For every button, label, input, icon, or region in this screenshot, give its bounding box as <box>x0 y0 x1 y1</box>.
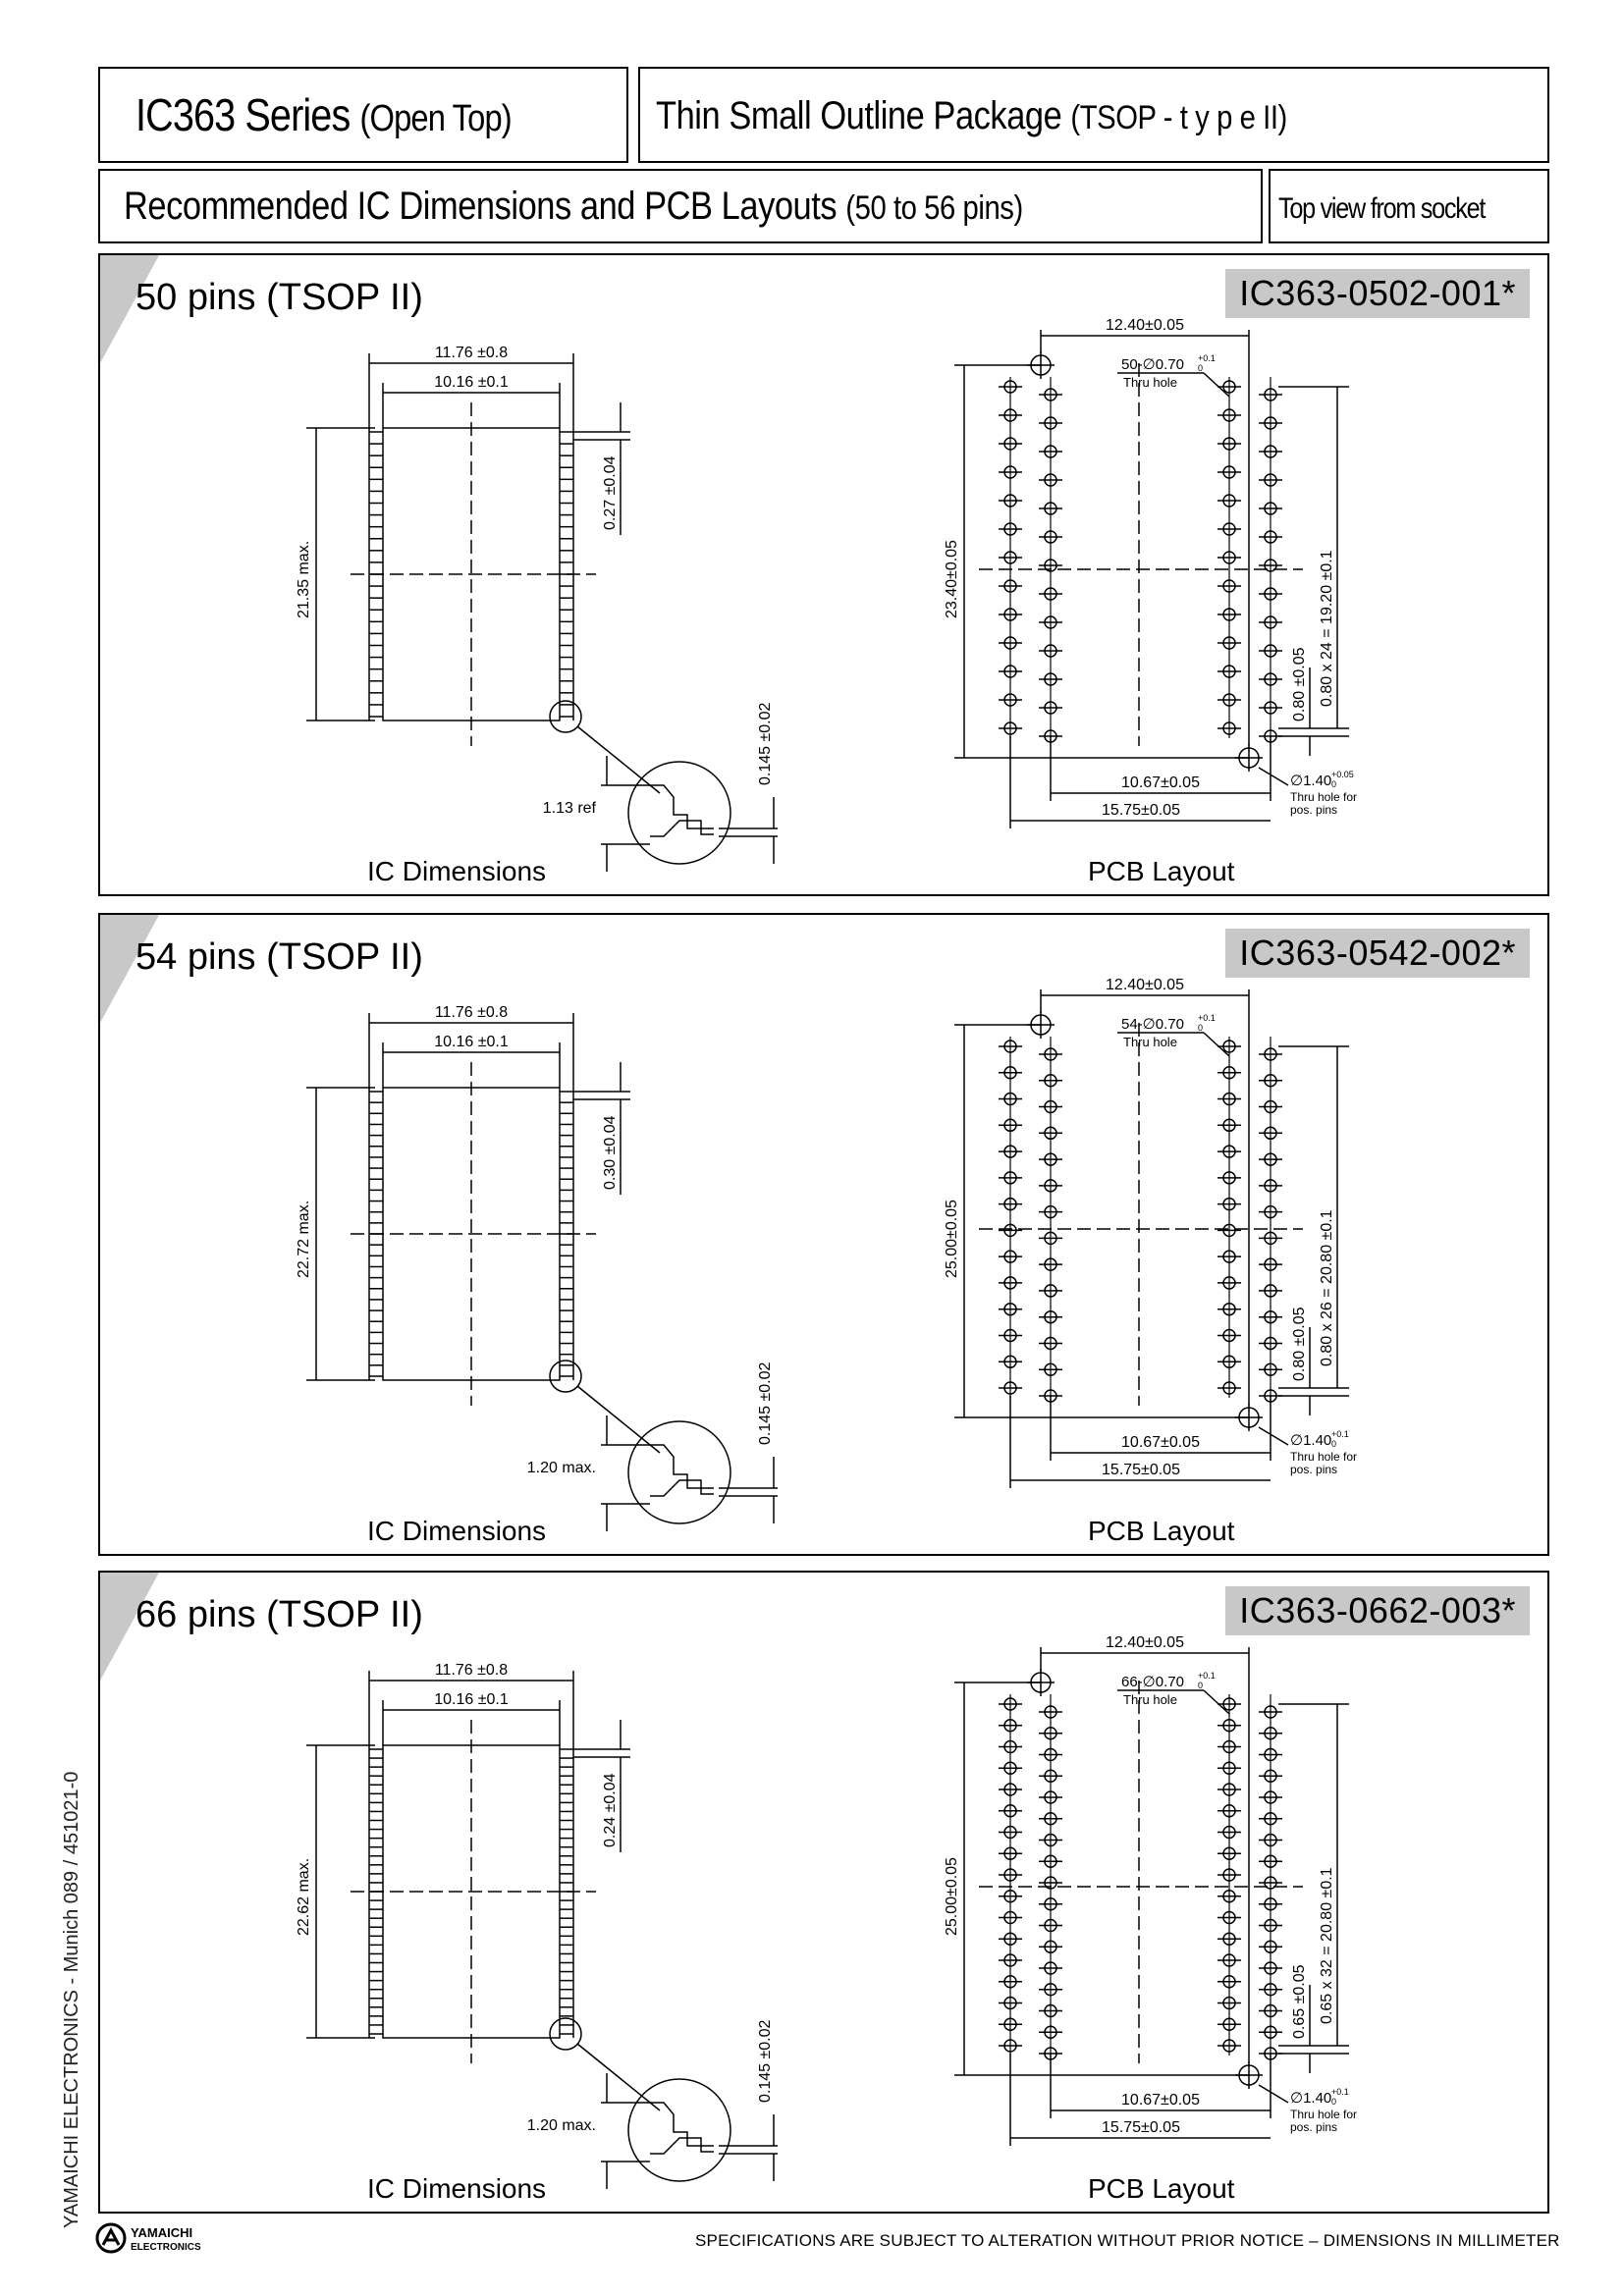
pcb-pos-note: Thru hole for <box>1290 2108 1358 2121</box>
pcb-col-pitch: 12.40±0.05 <box>1106 977 1184 993</box>
pcb-hole-tol2: 0 <box>1198 1023 1204 1033</box>
panel-50-pins <box>98 253 1549 896</box>
sidebar-address: YAMAICHI ELECTRONICS - Munich 089 / 451021-0 <box>61 1771 82 2228</box>
pcb-caption: PCB Layout <box>1088 1516 1235 1546</box>
pcb-pos-tol2: 0 <box>1331 779 1337 789</box>
ic-lead-width: 0.24 ±0.04 <box>602 1773 619 1847</box>
ic-inner-width: 10.16 ±0.1 <box>434 1691 509 1708</box>
pcb-col-pitch: 12.40±0.05 <box>1106 317 1184 334</box>
pcb-hole-tol2: 0 <box>1198 363 1204 373</box>
pcb-pos-note: pos. pins <box>1290 1463 1338 1476</box>
pcb-pos-tol2: 0 <box>1331 1439 1337 1449</box>
ic-inner-width: 10.16 ±0.1 <box>434 374 509 391</box>
pcb-outer-span: 15.75±0.05 <box>1102 2119 1180 2136</box>
pcb-hole-tol: +0.1 <box>1198 1013 1216 1023</box>
ic-caption: IC Dimensions <box>367 1516 547 1546</box>
pcb-hole-count: 54-∅0.70 <box>1121 1016 1184 1033</box>
ic-outer-width: 11.76 ±0.8 <box>434 1662 509 1679</box>
ic-outer-width: 11.76 ±0.8 <box>434 345 509 361</box>
yamaichi-logo <box>95 2222 252 2254</box>
pcb-pos-hole: ∅1.40 <box>1290 773 1332 789</box>
pcb-hole-tol2: 0 <box>1198 1681 1204 1690</box>
pcb-pos-note: Thru hole for <box>1290 790 1358 804</box>
ic-outer-width: 11.76 ±0.8 <box>434 1004 509 1021</box>
ic-lead-thickness: 0.145 ±0.02 <box>757 2019 774 2103</box>
pcb-span: 0.65 x 32 = 20.80 ±0.1 <box>1319 1867 1335 2024</box>
recommended-title: Recommended IC Dimensions and PCB Layouts (50 to 56 pins) <box>124 185 1023 228</box>
pcb-span: 0.80 x 26 = 20.80 ±0.1 <box>1319 1209 1335 1366</box>
pcb-pos-tol: +0.1 <box>1331 2087 1349 2097</box>
recommended-box <box>98 169 1263 243</box>
pcb-col-pitch: 12.40±0.05 <box>1106 1634 1184 1651</box>
pcb-pos-tol: +0.05 <box>1331 770 1354 779</box>
pcb-pos-note: Thru hole for <box>1290 1450 1358 1464</box>
part-number: IC363-0662-003* <box>1225 1586 1530 1635</box>
package-box <box>638 67 1549 163</box>
svg-text:YAMAICHI: YAMAICHI <box>131 2225 193 2240</box>
panel-54-pins <box>98 913 1549 1556</box>
pcb-outer-span: 15.75±0.05 <box>1102 802 1180 819</box>
series-box <box>98 67 628 163</box>
ic-lead-width: 0.30 ±0.04 <box>602 1115 619 1190</box>
ic-lead-thickness: 0.145 ±0.02 <box>757 702 774 785</box>
pcb-pitch: 0.80 ±0.05 <box>1291 1307 1308 1381</box>
view-label: Top view from socket <box>1278 192 1486 225</box>
lead-detail <box>628 1421 730 1523</box>
drawing <box>100 255 1547 894</box>
pcb-hole-count: 50-∅0.70 <box>1121 356 1184 373</box>
pcb-outer-span: 15.75±0.05 <box>1102 1462 1180 1478</box>
footer-notice: SPECIFICATIONS ARE SUBJECT TO ALTERATION WITHOUT PRIOR NOTICE – DIMENSIONS IN MILLIMETER <box>695 2231 1560 2250</box>
pcb-pos-tol2: 0 <box>1331 2097 1337 2107</box>
svg-text:ELECTRONICS: ELECTRONICS <box>131 2242 201 2253</box>
view-box <box>1269 169 1549 243</box>
pcb-caption: PCB Layout <box>1088 2173 1235 2204</box>
ic-length: 22.62 max. <box>296 1857 312 1936</box>
pcb-hole-tol: +0.1 <box>1198 353 1216 363</box>
pcb-inner-span: 10.67±0.05 <box>1121 2092 1200 2109</box>
pcb-pos-tol: +0.1 <box>1331 1429 1349 1439</box>
ic-caption: IC Dimensions <box>367 856 547 886</box>
panel-title: 50 pins (TSOP II) <box>135 277 423 318</box>
pcb-pos-note: pos. pins <box>1290 2120 1338 2134</box>
ic-length: 22.72 max. <box>296 1200 312 1278</box>
series-title: IC363 Series (Open Top) <box>135 89 512 140</box>
lead-detail <box>628 762 730 864</box>
drawing <box>100 1573 1547 2212</box>
pcb-span: 0.80 x 24 = 19.20 ±0.1 <box>1319 550 1335 707</box>
pcb-pos-hole: ∅1.40 <box>1290 2090 1332 2107</box>
pcb-length: 25.00±0.05 <box>944 1857 960 1936</box>
pcb-hole-tol: +0.1 <box>1198 1671 1216 1681</box>
pcb-pos-hole: ∅1.40 <box>1290 1432 1332 1449</box>
part-number: IC363-0502-001* <box>1225 269 1530 318</box>
panel-66-pins <box>98 1571 1549 2214</box>
package-title: Thin Small Outline Package (TSOP - t y p e II) <box>656 94 1287 137</box>
ic-length: 21.35 max. <box>296 540 312 618</box>
pcb-thru-hole: Thru hole <box>1123 1035 1177 1049</box>
pcb-hole-count: 66-∅0.70 <box>1121 1674 1184 1690</box>
ic-inner-width: 10.16 ±0.1 <box>434 1034 509 1050</box>
pcb-inner-span: 10.67±0.05 <box>1121 1434 1200 1451</box>
pcb-pitch: 0.65 ±0.05 <box>1291 1964 1308 2039</box>
panel-title: 54 pins (TSOP II) <box>135 936 423 978</box>
pcb-pitch: 0.80 ±0.05 <box>1291 647 1308 721</box>
part-number: IC363-0542-002* <box>1225 929 1530 978</box>
ic-lead-thickness: 0.145 ±0.02 <box>757 1362 774 1445</box>
ic-caption: IC Dimensions <box>367 2173 547 2204</box>
drawing <box>100 915 1547 1554</box>
pcb-pos-note: pos. pins <box>1290 803 1338 817</box>
ic-height: 1.20 max. <box>526 2117 596 2134</box>
ic-height: 1.13 ref <box>542 800 596 817</box>
ic-lead-width: 0.27 ±0.04 <box>602 455 619 530</box>
ic-height: 1.20 max. <box>526 1460 596 1476</box>
pcb-length: 25.00±0.05 <box>944 1200 960 1278</box>
pcb-thru-hole: Thru hole <box>1123 375 1177 390</box>
pcb-thru-hole: Thru hole <box>1123 1692 1177 1707</box>
pcb-inner-span: 10.67±0.05 <box>1121 774 1200 791</box>
pcb-length: 23.40±0.05 <box>944 540 960 618</box>
lead-detail <box>628 2079 730 2181</box>
pcb-caption: PCB Layout <box>1088 856 1235 886</box>
panel-title: 66 pins (TSOP II) <box>135 1594 423 1635</box>
